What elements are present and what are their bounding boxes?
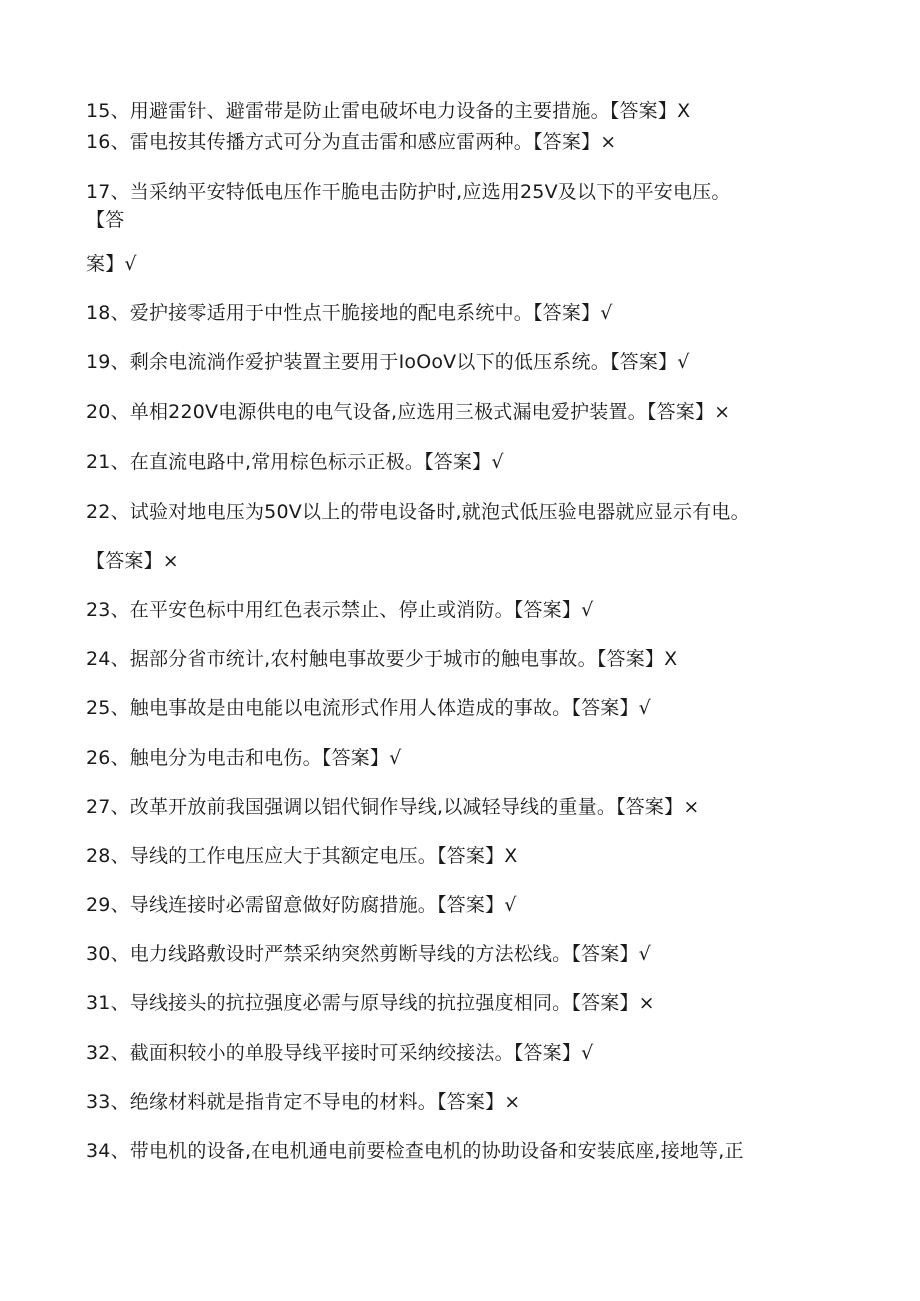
question-34: 34、带电机的设备,在电机通电前要检查电机的协助设备和安装底座,接地等,正 <box>86 1140 744 1162</box>
question-32: 32、截面积较小的单股导线平接时可采纳绞接法。【答案】√ <box>86 1042 594 1064</box>
question-33: 33、绝缘材料就是指肯定不导电的材料。【答案】× <box>86 1091 521 1113</box>
question-17-cont-2: 案】√ <box>86 253 137 275</box>
question-22-cont: 【答案】× <box>86 550 179 572</box>
question-19: 19、剩余电流淌作爱护装置主要用于IoOoV以下的低压系统。【答案】√ <box>86 351 690 373</box>
question-24: 24、据部分省市统计,农村触电事故要少于城市的触电事故。【答案】X <box>86 648 678 670</box>
question-23: 23、在平安色标中用红色表示禁止、停止或消防。【答案】√ <box>86 599 594 621</box>
question-18: 18、爱护接零适用于中性点干脆接地的配电系统中。【答案】√ <box>86 302 613 324</box>
question-17: 17、当采纳平安特低电压作干脆电击防护时,应选用25V及以下的平安电压。 <box>86 181 731 203</box>
question-29: 29、导线连接时必需留意做好防腐措施。【答案】√ <box>86 894 517 916</box>
question-26: 26、触电分为电击和电伤。【答案】√ <box>86 747 402 769</box>
question-25: 25、触电事故是由电能以电流形式作用人体造成的事故。【答案】√ <box>86 697 651 719</box>
question-20: 20、单相220V电源供电的电气设备,应选用三极式漏电爱护装置。【答案】× <box>86 401 731 423</box>
question-21: 21、在直流电路中,常用棕色标示正极。【答案】√ <box>86 451 504 473</box>
question-27: 27、改革开放前我国强调以铝代铜作导线,以减轻导线的重量。【答案】× <box>86 796 700 818</box>
question-31: 31、导线接头的抗拉强度必需与原导线的抗拉强度相同。【答案】× <box>86 992 655 1014</box>
question-16: 16、雷电按其传播方式可分为直击雷和感应雷两种。【答案】× <box>86 131 617 153</box>
question-30: 30、电力线路敷设时严禁采纳突然剪断导线的方法松线。【答案】√ <box>86 943 651 965</box>
question-22: 22、试验对地电压为50V以上的带电设备时,就泡式低压验电器就应显示有电。 <box>86 501 750 523</box>
question-15: 15、用避雷针、避雷带是防止雷电破坏电力设备的主要措施。【答案】X <box>86 100 691 122</box>
question-28: 28、导线的工作电压应大于其额定电压。【答案】X <box>86 845 518 867</box>
question-17-cont-1: 【答 <box>86 209 125 231</box>
